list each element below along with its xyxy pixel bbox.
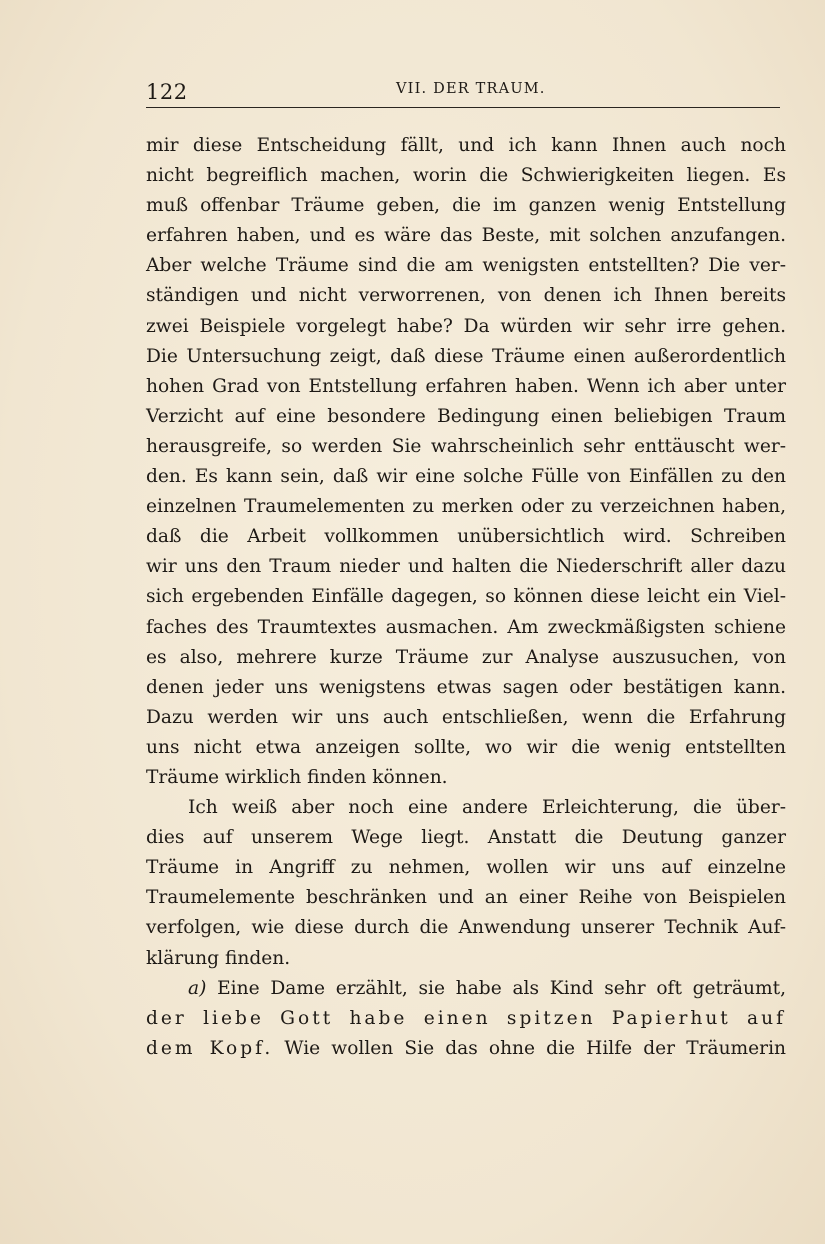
text-line: sich ergebenden Einfälle dagegen, so können diese leicht ein Viel- [146, 586, 786, 608]
example-item-line [146, 1034, 786, 1064]
text-line: daß die Arbeit vollkommen unübersichtlich wird. Schreiben [146, 526, 786, 548]
text-line: erfahren haben, und es wäre das Beste, mit solchen anzufangen. [146, 225, 786, 247]
running-head: VII. DER TRAUM. [396, 81, 546, 97]
text-line: zwei Beispiele vorgelegt habe? Da würden wir sehr irre gehen. [146, 315, 786, 337]
text-line: Träume in Angriff zu nehmen, wollen wir uns auf einzelne [146, 857, 786, 879]
text-line: wir uns den Traum nieder und halten die Niederschrift aller dazu [146, 556, 786, 578]
page-number: 122 [146, 80, 188, 104]
text-line: dies auf unserem Wege liegt. Anstatt die Deutung ganzer [146, 827, 786, 849]
text-line: herausgreife, so werden Sie wahrscheinlich sehr enttäuscht wer- [146, 435, 786, 457]
text-line: Die Untersuchung zeigt, daß diese Träume einen außerordentlich [146, 345, 786, 367]
body-text [146, 131, 786, 1064]
text-line: ständigen und nicht verworrenen, von denen ich Ihnen bereits [146, 285, 786, 307]
text-line: uns nicht etwa anzeigen sollte, wo wir die wenig entstellten [146, 736, 786, 758]
text-line: verfolgen, wie diese durch die Anwendung unserer Technik Auf- [146, 917, 786, 939]
text-line: Aber welche Träume sind die am wenigsten entstellten? Die ver- [146, 255, 786, 277]
text-line: hohen Grad von Entstellung erfahren haben. Wenn ich aber unter [146, 375, 786, 397]
text-line: faches des Traumtextes ausmachen. Am zweckmäßigsten schiene [146, 616, 786, 638]
item-text: Eine Dame erzählt, sie habe als Kind sehr oft geträumt, [206, 977, 786, 999]
text-line: nicht begreiflich machen, worin die Schwierigkeiten liegen. Es [146, 165, 786, 187]
text-line: Träume wirklich finden können. [146, 766, 448, 788]
text-line: mir diese Entscheidung fällt, und ich kann Ihnen auch noch [146, 135, 786, 156]
text-line: einzelnen Traumelementen zu merken oder zu verzeichnen haben, [146, 496, 786, 518]
spaced-text: dem Kopf. [146, 1037, 274, 1059]
text-line: es also, mehrere kurze Träume zur Analyse auszusuchen, von [146, 646, 786, 668]
example-item-line: der liebe Gott habe einen spitzen Papierhut auf [146, 1007, 786, 1029]
text-line: Ich weiß aber noch eine andere Erleichterung, die über- [188, 797, 786, 819]
item-text: Wie wollen Sie das ohne die Hilfe der Träumerin [273, 1037, 786, 1059]
text-line: den. Es kann sein, daß wir eine solche Fülle von Einfällen zu den [146, 466, 786, 488]
page-header [146, 80, 780, 106]
example-item-line [146, 974, 786, 1004]
item-marker: a) [188, 977, 207, 999]
text-line: Traumelemente beschränken und an einer Reihe von Beispielen [146, 887, 786, 909]
text-line: klärung finden. [146, 947, 291, 969]
text-line: muß offenbar Träume geben, die im ganzen wenig Entstellung [146, 195, 786, 217]
text-line: denen jeder uns wenigstens etwas sagen oder bestätigen kann. [146, 676, 786, 698]
text-line: Verzicht auf eine besondere Bedingung einen beliebigen Traum [146, 405, 786, 427]
text-line: Dazu werden wir uns auch entschließen, wenn die Erfahrung [146, 706, 786, 728]
header-rule [146, 107, 780, 108]
